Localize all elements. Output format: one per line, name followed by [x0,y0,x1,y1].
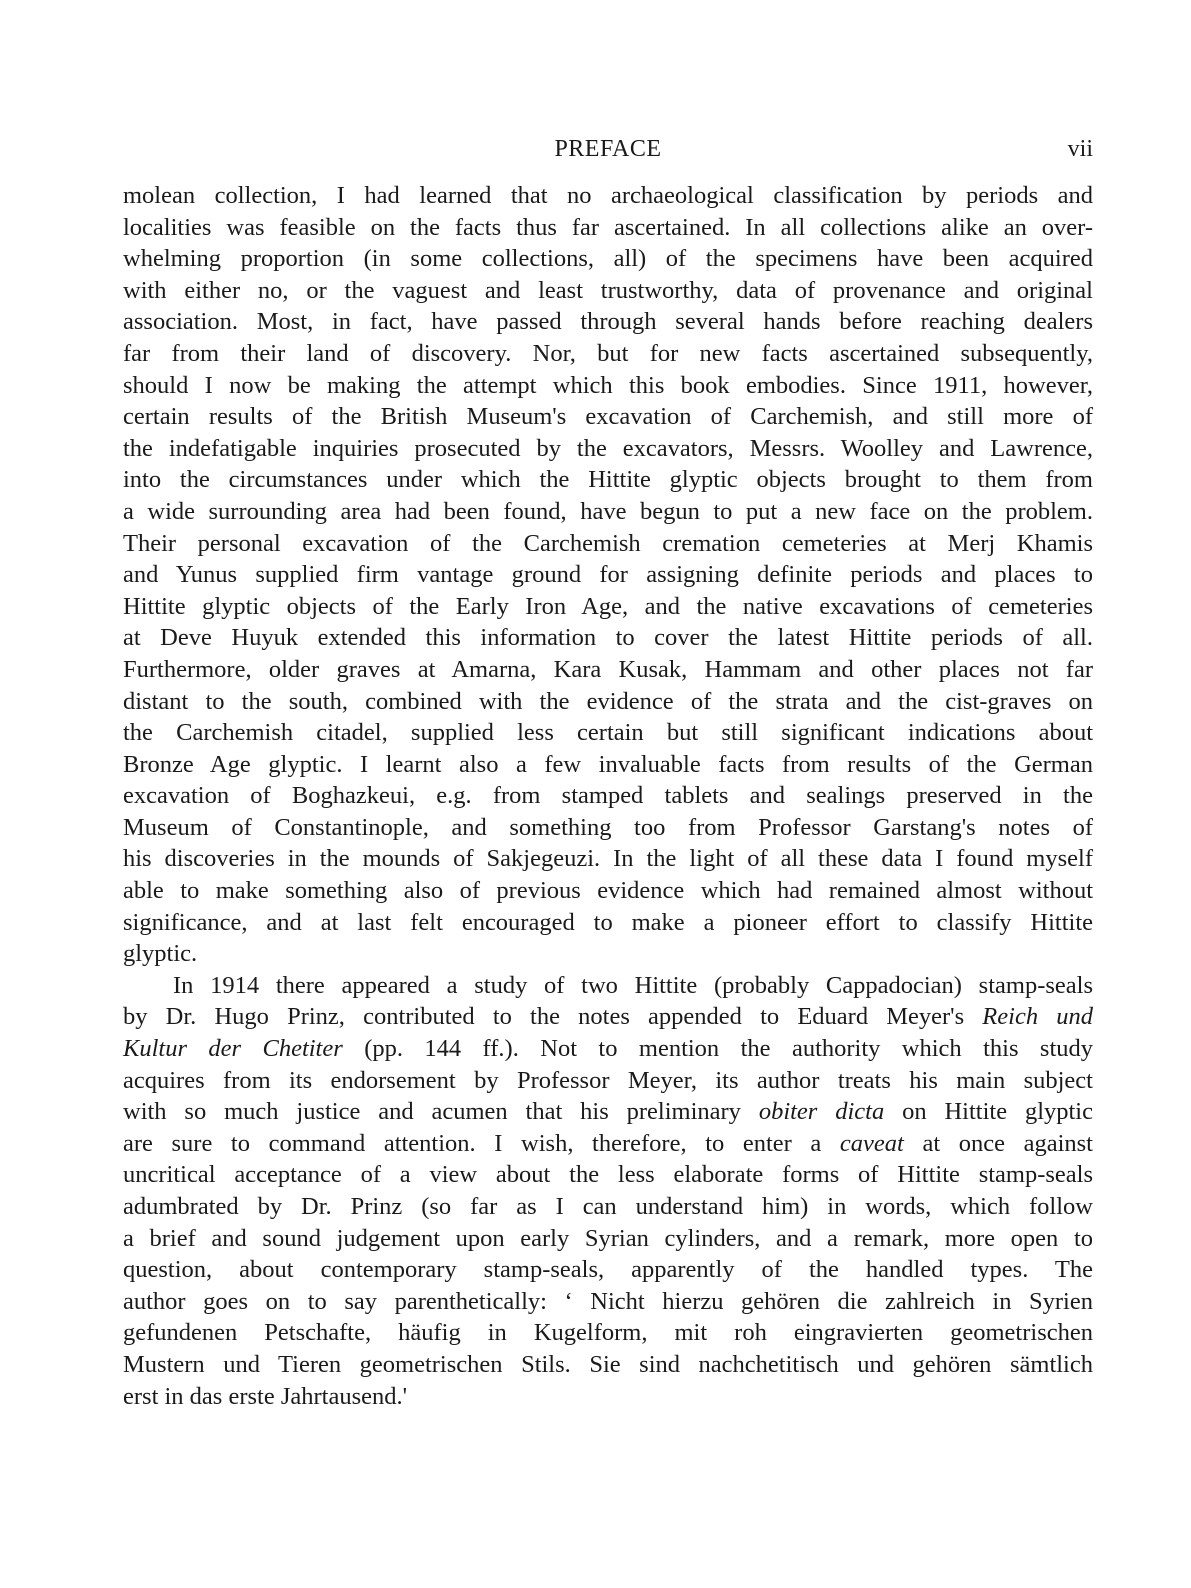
line-text: and Yunus supplied firm vantage ground for assigning definite periods and places to [123,561,1093,589]
line-text: should I now be making the attempt which this book embodies. Since 1911, however, [123,371,1093,399]
page-number: vii [1067,136,1093,162]
text-line [123,433,1093,465]
text-line [123,528,1093,560]
line-text: Hittite glyptic objects of the Early Iron Age, and the native excavations of cemeteries [123,592,1093,620]
line-text: acquires from its endorsement by Professor Meyer, its author treats his main subject [123,1066,1093,1094]
line-text: excavation of Boghazkeui, e.g. from stamped tablets and sealings preserved in the [123,782,1093,810]
text-line [123,907,1093,939]
text-line [123,1159,1093,1191]
text-line [123,1286,1093,1318]
line-text: are sure to command attention. I wish, therefore, to enter a [123,1129,840,1157]
italic-text: obiter dicta [758,1098,885,1126]
running-title: PREFACE [554,136,662,162]
text-line [123,559,1093,591]
italic-text: Kultur der Chetiter [123,1035,343,1063]
line-text: the Carchemish citadel, supplied less certain but still significant indications about [123,719,1093,747]
text-line [123,686,1093,718]
text-line [123,496,1093,528]
text-line [123,938,1093,970]
text-line [123,875,1093,907]
line-text: association. Most, in fact, have passed through several hands before reaching dealers [123,308,1093,336]
line-text: with either no, or the vaguest and least trustworthy, data of provenance and original [123,276,1093,304]
line-text: gefundenen Petschafte, häufig in Kugelform, mit roh eingravierten geometrischen [123,1319,1093,1347]
text-line [123,843,1093,875]
text-line [123,780,1093,812]
text-line [123,1317,1093,1349]
text-line [123,1349,1093,1381]
text-line [123,812,1093,844]
line-text: with so much justice and acumen that his preliminary [123,1098,759,1126]
line-text: at Deve Huyuk extended this information to cover the latest Hittite periods of all. [123,624,1093,652]
text-line [123,1001,1093,1033]
line-text: by Dr. Hugo Prinz, contributed to the notes appended to Eduard Meyer's [123,1003,983,1031]
line-text: distant to the south, combined with the evidence of the strata and the cist-graves on [123,687,1093,715]
line-text: In 1914 there appeared a study of two Hittite (probably Cappadocian) stamp-seals [173,971,1093,999]
line-text: the indefatigable inquiries prosecuted by the excavators, Messrs. Woolley and Lawrence, [123,434,1093,462]
text-line [123,243,1093,275]
text-line [123,401,1093,433]
line-text: glyptic. [123,940,198,968]
text-line [123,717,1093,749]
text-line [123,370,1093,402]
text-line [123,180,1093,212]
text-line [123,1381,1093,1413]
line-text: uncritical acceptance of a view about the less elaborate forms of Hittite stamp-seals [123,1161,1093,1189]
line-text: certain results of the British Museum's excavation of Carchemish, and still more of [123,403,1093,431]
text-line [123,1096,1093,1128]
line-text: erst in das erste Jahrtausend.' [123,1382,408,1410]
text-line [123,591,1093,623]
text-line [123,749,1093,781]
text-line [123,654,1093,686]
text-line [123,1254,1093,1286]
text-line [123,1223,1093,1255]
line-text: question, about contemporary stamp-seals, apparently of the handled types. The [123,1256,1093,1284]
line-text: Museum of Constantinople, and something too from Professor Garstang's notes of [123,813,1093,841]
text-line [123,970,1093,1002]
line-text: author goes on to say parenthetically: ‘ Nicht hierzu gehören die zahlreich in Syrien [123,1287,1093,1315]
line-text: molean collection, I had learned that no archaeological classification by periods and [123,182,1093,209]
text-line [123,338,1093,370]
text-line [123,1033,1093,1065]
italic-text: Reich und [982,1003,1093,1031]
text-line [123,1065,1093,1097]
text-line [123,1128,1093,1160]
line-text: localities was feasible on the facts thus far ascertained. In all collections alike an over- [123,213,1093,241]
line-text: into the circumstances under which the Hittite glyptic objects brought to them from [123,466,1093,494]
text-line [123,212,1093,244]
line-text: Furthermore, older graves at Amarna, Kara Kusak, Hammam and other places not far [123,655,1093,683]
line-text: whelming proportion (in some collections, all) of the specimens have been acquired [123,245,1093,273]
body-text [123,180,1093,1412]
line-text: far from their land of discovery. Nor, but for new facts ascertained subsequently, [123,339,1093,367]
line-text: a wide surrounding area had been found, have begun to put a new face on the problem. [123,497,1093,525]
text-line [123,275,1093,307]
text-line [123,306,1093,338]
line-text: Their personal excavation of the Carchemish cremation cemeteries at Merj Khamis [123,529,1093,557]
text-line [123,464,1093,496]
line-text: able to make something also of previous evidence which had remained almost without [123,877,1093,905]
line-text: his discoveries in the mounds of Sakjegeuzi. In the light of all these data I found myself [123,845,1093,873]
running-header [123,136,1093,168]
text-line [123,622,1093,654]
line-text: adumbrated by Dr. Prinz (so far as I can understand him) in words, which follow [123,1193,1093,1220]
line-text: significance, and at last felt encouraged to make a pioneer effort to classify Hittite [123,908,1093,936]
line-text: Bronze Age glyptic. I learnt also a few invaluable facts from results of the German [123,750,1093,778]
line-text: (pp. 144 ff.). Not to mention the authority which this study [342,1035,1093,1063]
italic-text: caveat [839,1129,904,1157]
line-text: Mustern und Tieren geometrischen Stils. Sie sind nachchetitisch und gehören sämtlich [123,1350,1093,1378]
line-text: on Hittite glyptic [884,1098,1093,1126]
line-text: at once against [903,1129,1093,1157]
line-text: a brief and sound judgement upon early Syrian cylinders, and a remark, more open to [123,1224,1093,1252]
text-line [123,1191,1093,1223]
